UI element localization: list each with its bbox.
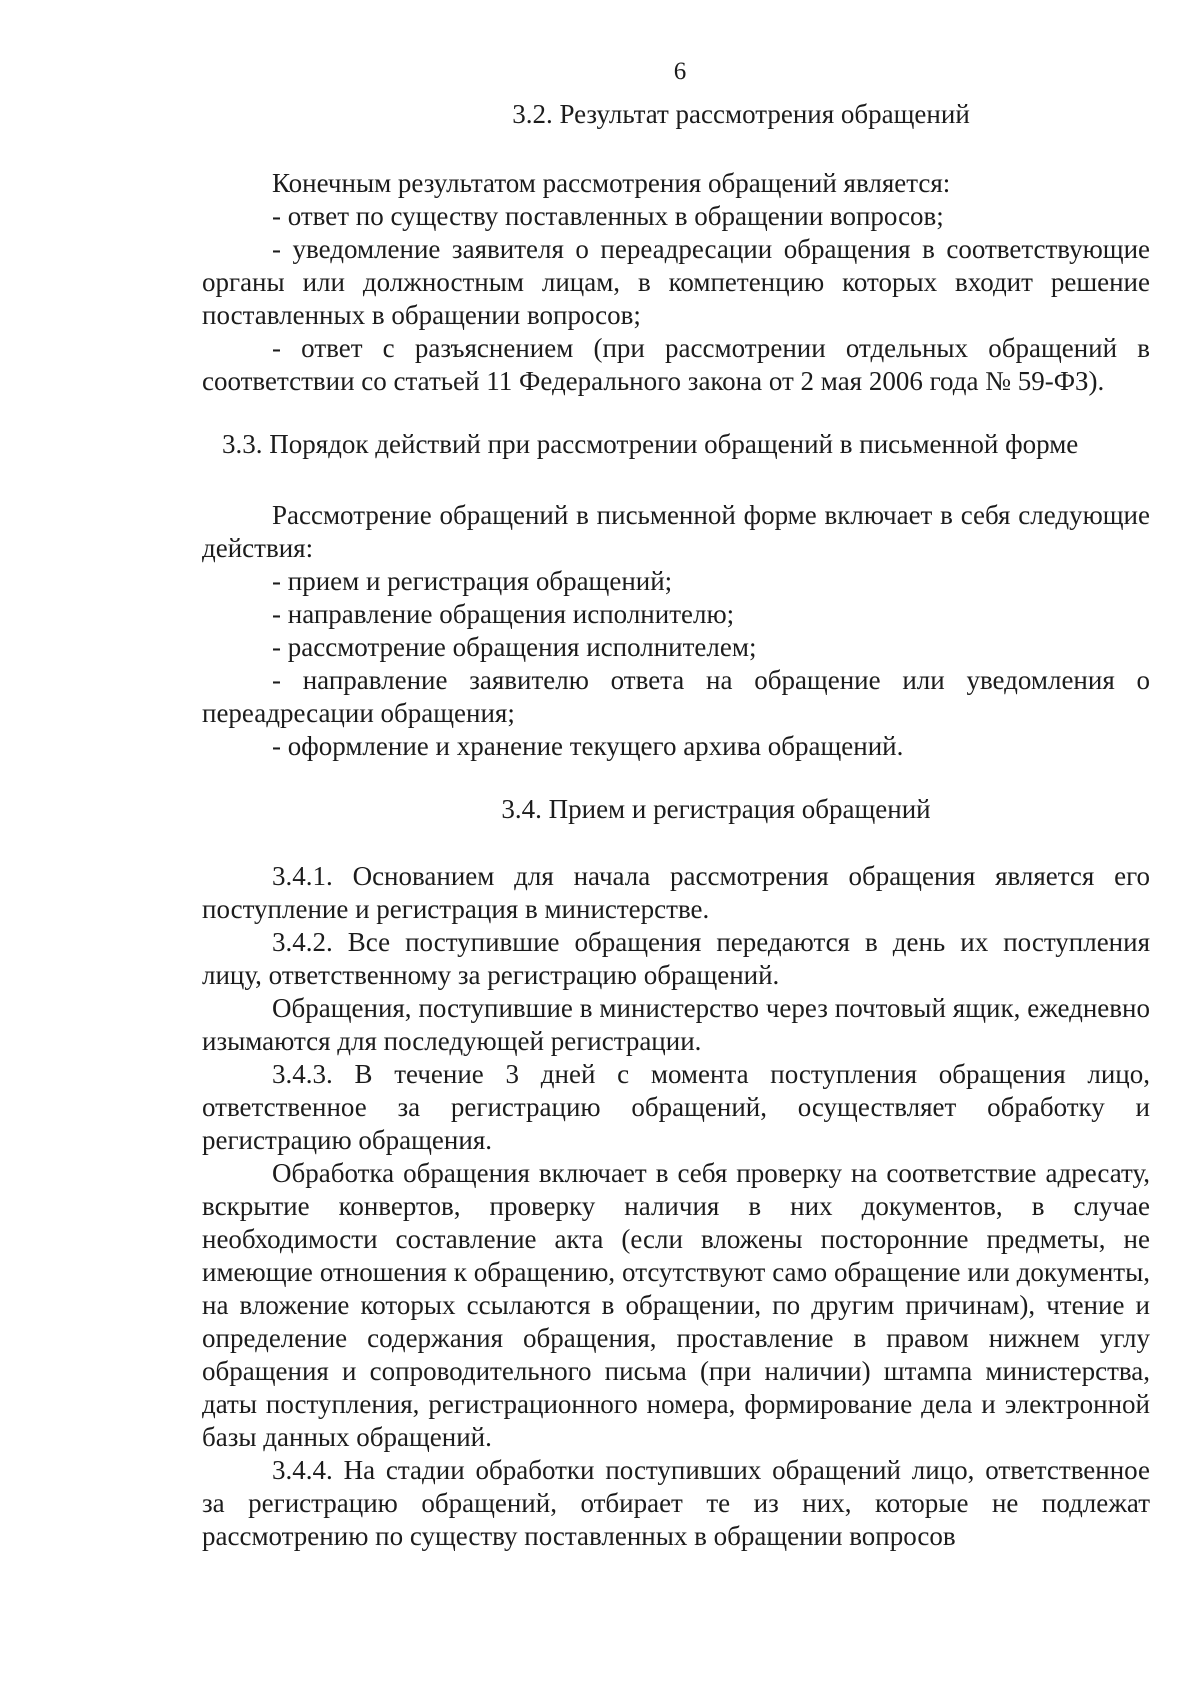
section-3-3-item: - направление заявителю ответа на обращение или уведомления о переадресации обращения; — [202, 665, 1150, 728]
section-3-3-item: - оформление и хранение текущего архива обращений. — [272, 731, 904, 761]
document-body — [202, 98, 1150, 1553]
section-heading-3-2: 3.2. Результат рассмотрения обращений — [512, 99, 970, 129]
section-3-2-item: - уведомление заявителя о переадресации обращения в соответствующие органы или должностным лицам, в компетенцию которых входит решение поставленных в обращении вопросов; — [202, 234, 1150, 330]
section-3-2-item: - ответ с разъяснением (при рассмотрении отдельных обращений в соответствии со статьей 11 Федерального закона от 2 мая 2006 года № 59-ФЗ). — [202, 333, 1150, 396]
section-3-4-paragraph: Обращения, поступившие в министерство через почтовый ящик, ежедневно изымаются для последующей регистрации. — [202, 993, 1150, 1056]
section-3-3-intro: Рассмотрение обращений в письменной форме включает в себя следующие действия: — [202, 500, 1150, 563]
section-heading-3-4: 3.4. Прием и регистрация обращений — [501, 794, 931, 824]
section-3-4-paragraph: 3.4.4. На стадии обработки поступивших обращений лицо, ответственное за регистрацию обращений, отбирает те из них, которые не подлежат рассмотрению по существу поставленных в обращении вопросов — [202, 1455, 1150, 1551]
section-3-4-paragraph: Обработка обращения включает в себя проверку на соответствие адресату, вскрытие конвертов, проверку наличия в них документов, в случае необходимости составление акта (если вложены посторонние предметы, не имеющие отношения к обращению, отсутствуют само обращение или документы, на вложение которых ссылаются в обращении, по другим причинам), чтение и определение содержания обращения, проставление в правом нижнем углу обращения и сопроводительного письма (при наличии) штампа министерства, даты поступления, регистрационного номера, формирование дела и электронной базы данных обращений. — [202, 1158, 1150, 1452]
section-3-4-paragraph: 3.4.2. Все поступившие обращения передаются в день их поступления лицу, ответственному за регистрацию обращений. — [202, 927, 1150, 990]
section-3-3-item: - рассмотрение обращения исполнителем; — [272, 632, 757, 662]
section-3-3-item: - прием и регистрация обращений; — [272, 566, 673, 596]
section-3-2-intro: Конечным результатом рассмотрения обращений является: — [272, 168, 951, 198]
page-number: 6 — [673, 58, 687, 85]
section-3-3-item: - направление обращения исполнителю; — [272, 599, 735, 629]
section-3-2-item: - ответ по существу поставленных в обращении вопросов; — [272, 201, 944, 231]
section-3-4-paragraph: 3.4.1. Основанием для начала рассмотрения обращения является его поступление и регистрация в министерстве. — [202, 861, 1150, 924]
section-3-4-paragraph: 3.4.3. В течение 3 дней с момента поступления обращения лицо, ответственное за регистрацию обращений, осуществляет обработку и регистрацию обращения. — [202, 1059, 1150, 1155]
section-heading-3-3: 3.3. Порядок действий при рассмотрении обращений в письменной форме — [222, 429, 1079, 459]
